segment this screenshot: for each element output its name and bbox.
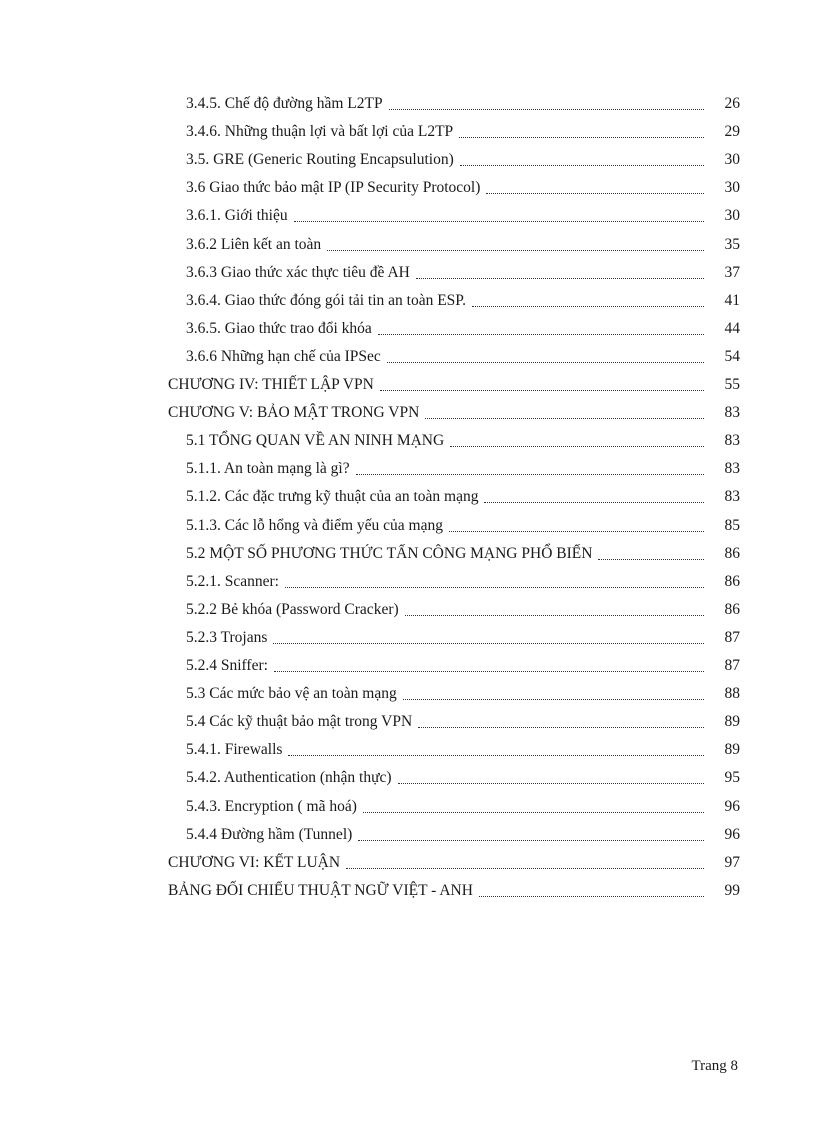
toc-entry[interactable] [168, 849, 740, 877]
toc-entry-page: 87 [724, 628, 740, 646]
toc-dot-leader [387, 361, 704, 363]
toc-entry-title: 5.4 Các kỹ thuật bảo mật trong VPN [186, 713, 418, 731]
toc-entry-title: 5.2.4 Sniffer: [186, 657, 274, 675]
toc-dot-leader [416, 277, 704, 279]
toc-entry-page: 30 [724, 179, 740, 197]
toc-entry-title: CHƯƠNG V: BẢO MẬT TRONG VPN [168, 404, 425, 422]
toc-entry[interactable] [186, 652, 740, 680]
toc-entry-page: 88 [724, 685, 740, 703]
toc-dot-leader [598, 558, 704, 560]
toc-entry-title: 3.6.2 Liên kết an toàn [186, 236, 327, 254]
toc-entry-title: 3.6.4. Giao thức đóng gói tải tin an toàn ESP. [186, 292, 472, 310]
toc-entry[interactable] [186, 315, 740, 343]
toc-entry[interactable] [186, 259, 740, 287]
toc-entry-page: 99 [724, 881, 740, 899]
toc-entry-title: CHƯƠNG VI: KẾT LUẬN [168, 854, 346, 872]
toc-entry-page: 83 [724, 404, 740, 422]
toc-entry-title: 5.4.2. Authentication (nhận thực) [186, 769, 398, 787]
toc-entry-page: 89 [724, 741, 740, 759]
toc-entry[interactable] [186, 455, 740, 483]
toc-dot-leader [389, 108, 704, 110]
toc-entry-page: 96 [724, 825, 740, 843]
toc-entry[interactable] [186, 708, 740, 736]
toc-entry-page: 86 [724, 544, 740, 562]
toc-entry-page: 30 [724, 207, 740, 225]
toc-entry[interactable] [186, 174, 740, 202]
toc-entry-page: 29 [724, 123, 740, 141]
toc-dot-leader [486, 192, 704, 194]
toc-entry-title: 5.1.2. Các đặc trưng kỹ thuật của an toàn mạng [186, 488, 484, 506]
toc-entry-page: 97 [724, 853, 740, 871]
toc-entry[interactable] [186, 427, 740, 455]
toc-entry-page: 85 [724, 516, 740, 534]
toc-entry-title: 3.6.1. Giới thiệu [186, 207, 294, 225]
toc-entry-page: 26 [724, 95, 740, 112]
toc-entry-page: 55 [724, 376, 740, 393]
toc-entry[interactable] [186, 540, 740, 568]
toc-entry-page: 41 [724, 291, 740, 309]
toc-dot-leader [459, 136, 704, 138]
toc-entry-page: 54 [724, 347, 740, 365]
toc-entry[interactable] [186, 287, 740, 315]
toc-dot-leader [479, 895, 704, 897]
toc-entry-page: 37 [724, 263, 740, 281]
toc-entry-page: 83 [724, 460, 740, 478]
toc-entry-page: 96 [724, 797, 740, 815]
toc-dot-leader [285, 586, 704, 588]
page-number-footer: Trang 8 [691, 1058, 738, 1074]
toc-dot-leader [273, 642, 704, 644]
toc-entry[interactable] [186, 231, 740, 259]
toc-entry-title: 5.2 MỘT SỐ PHƯƠNG THỨC TẤN CÔNG MẠNG PHỔ BIẾN [186, 545, 598, 563]
toc-dot-leader [327, 249, 704, 251]
toc-entry-title: 3.6.3 Giao thức xác thực tiêu đề AH [186, 264, 416, 282]
toc-entry-page: 35 [724, 235, 740, 253]
toc-dot-leader [346, 867, 704, 869]
toc-entry[interactable] [186, 624, 740, 652]
toc-entry[interactable] [186, 764, 740, 792]
toc-entry[interactable] [186, 146, 740, 174]
toc-entry-page: 86 [724, 572, 740, 590]
toc-entry-title: 5.2.3 Trojans [186, 629, 273, 647]
toc-entry-title: 5.4.1. Firewalls [186, 741, 288, 759]
toc-dot-leader [449, 530, 704, 532]
toc-entry-title: 5.4.3. Encryption ( mã hoá) [186, 798, 363, 816]
toc-entry-page: 30 [724, 151, 740, 169]
toc-dot-leader [358, 839, 704, 841]
toc-dot-leader [380, 389, 704, 391]
toc-entry-title: 3.5. GRE (Generic Routing Encapsulution) [186, 151, 460, 169]
toc-entry[interactable] [186, 202, 740, 230]
toc-entry-page: 83 [724, 488, 740, 506]
toc-entry-page: 44 [724, 319, 740, 337]
toc-entry[interactable] [186, 90, 740, 118]
toc-dot-leader [425, 417, 704, 419]
toc-entry[interactable] [186, 793, 740, 821]
toc-entry-title: 5.1.1. An toàn mạng là gì? [186, 460, 356, 478]
toc-dot-leader [294, 220, 704, 222]
toc-dot-leader [418, 726, 704, 728]
toc-entry-title: 5.4.4 Đường hầm (Tunnel) [186, 826, 358, 844]
toc-entry-title: 3.4.5. Chế độ đường hầm L2TP [186, 95, 389, 113]
toc-entry-title: 3.6.6 Những hạn chế của IPSec [186, 348, 387, 366]
toc-entry[interactable] [186, 483, 740, 511]
toc-entry[interactable] [168, 877, 740, 905]
toc-dot-leader [356, 473, 704, 475]
toc-entry-page: 86 [724, 600, 740, 618]
toc-entry-title: 5.2.1. Scanner: [186, 573, 285, 591]
toc-entry-title: 3.6 Giao thức bảo mật IP (IP Security Protocol) [186, 179, 486, 197]
toc-dot-leader [405, 614, 704, 616]
toc-entry-title: BẢNG ĐỐI CHIẾU THUẬT NGỮ VIỆT - ANH [168, 882, 479, 900]
toc-entry-title: 5.3 Các mức bảo vệ an toàn mạng [186, 685, 403, 703]
toc-entry-page: 83 [724, 432, 740, 450]
toc-entry-title: 5.1 TỔNG QUAN VỀ AN NINH MẠNG [186, 432, 450, 450]
toc-dot-leader [378, 333, 704, 335]
toc-entry-page: 89 [724, 713, 740, 731]
toc-entry[interactable] [168, 399, 740, 427]
toc-dot-leader [288, 754, 704, 756]
toc-entry[interactable] [186, 118, 740, 146]
toc-entry[interactable] [186, 568, 740, 596]
toc-entry-title: 3.4.6. Những thuận lợi và bất lợi của L2TP [186, 123, 459, 141]
toc-dot-leader [363, 811, 704, 813]
toc-entry[interactable] [186, 512, 740, 540]
toc-dot-leader [450, 445, 704, 447]
toc-dot-leader [460, 164, 704, 166]
toc-entry-title: CHƯƠNG IV: THIẾT LẬP VPN [168, 376, 380, 394]
toc-entry[interactable] [186, 821, 740, 849]
toc-entry-page: 87 [724, 657, 740, 674]
toc-entry[interactable] [168, 371, 740, 399]
toc-entry-title: 5.1.3. Các lỗ hổng và điểm yếu của mạng [186, 517, 449, 535]
toc-entry-title: 3.6.5. Giao thức trao đổi khóa [186, 320, 378, 338]
toc-dot-leader [403, 698, 704, 700]
toc-dot-leader [484, 501, 704, 503]
toc-entry-title: 5.2.2 Bẻ khóa (Password Cracker) [186, 601, 405, 619]
toc-dot-leader [398, 782, 704, 784]
toc-dot-leader [274, 670, 704, 672]
toc-entry-page: 95 [724, 769, 740, 787]
toc-dot-leader [472, 305, 704, 307]
toc-entry[interactable] [186, 596, 740, 624]
toc-entry[interactable] [186, 736, 740, 764]
toc-entry[interactable] [186, 343, 740, 371]
toc-entry[interactable] [186, 680, 740, 708]
